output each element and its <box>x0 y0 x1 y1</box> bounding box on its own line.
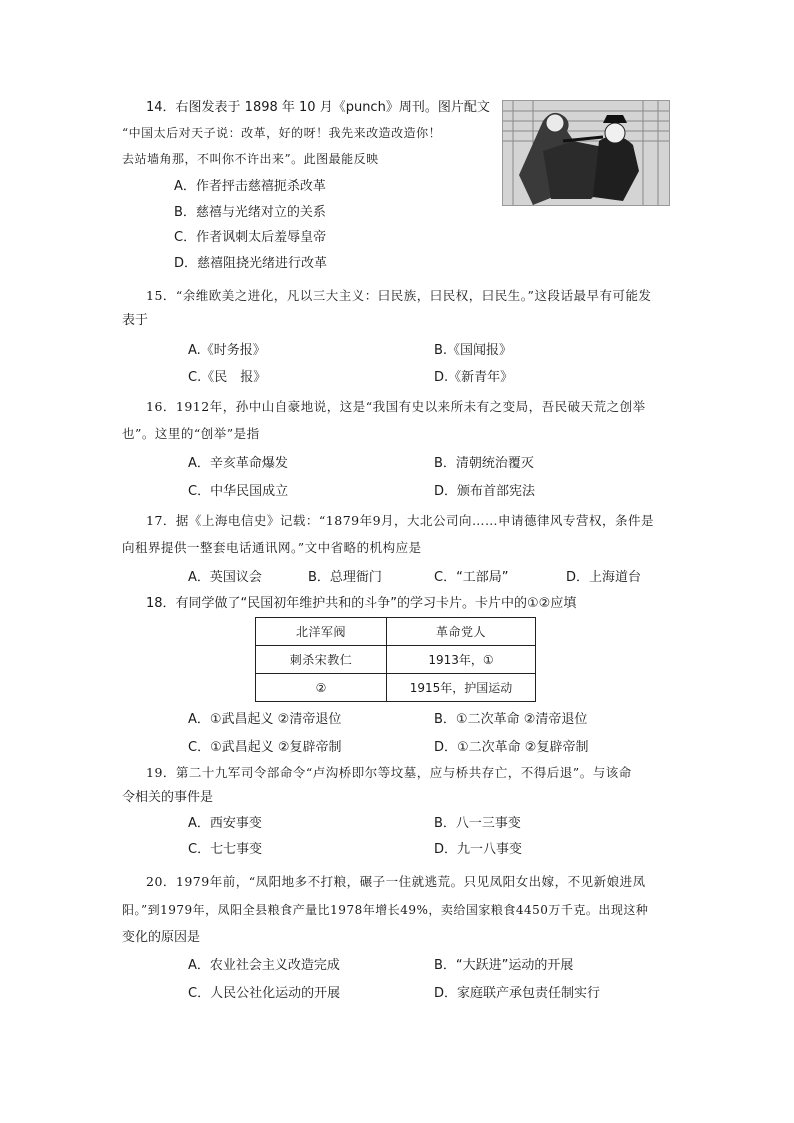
q20-option-c: C．人民公社化运动的开展 <box>188 986 341 1001</box>
q19-stem-line1: 19．第二十九军司令部命令“卢沟桥即尔等坟墓，应与桥共存亡，不得后退”。与该命 <box>146 765 632 780</box>
q17-stem-line1: 17．据《上海电信史》记载：“1879年9月，大北公司向……申请德律风专营权，条件是 <box>146 513 655 528</box>
q14-option-b: B．慈禧与光绪对立的关系 <box>174 205 326 220</box>
q18-stem-line1: 18．有同学做了“民国初年维护共和的斗争”的学习卡片。卡片中的①②应填 <box>146 596 577 611</box>
table-header-warlords: 北洋军阀 <box>256 618 387 646</box>
table-header-revolutionaries: 革命党人 <box>387 618 536 646</box>
q15-option-d: D.《新青年》 <box>434 370 514 385</box>
q17-option-c: C．“工部局” <box>434 570 509 585</box>
q18-option-d: D．①二次革命 ②复辟帝制 <box>434 740 589 755</box>
q20-stem-line3: 变化的原因是 <box>122 930 201 945</box>
q16-option-a: A．辛亥革命爆发 <box>188 456 288 471</box>
q14-stem-line2: “中国太后对天子说：改革，好的呀！我先来改造改造你！ <box>122 126 442 140</box>
q19-stem-line2: 令相关的事件是 <box>122 790 214 805</box>
q14-stem-line1: 14．右图发表于 1898 年 10 月《punch》周刊。图片配文 <box>146 100 490 115</box>
q18-option-b: B．①二次革命 ②清帝退位 <box>434 712 588 727</box>
q16-option-d: D．颁布首部宪法 <box>434 484 536 499</box>
q18-option-c: C．①武昌起义 ②复辟帝制 <box>188 740 342 755</box>
q20-option-d: D．家庭联产承包责任制实行 <box>434 986 601 1001</box>
q17-stem-line2: 向租界提供一整套电话通讯网。”文中省略的机构应是 <box>122 540 422 555</box>
cartoon-illustration <box>502 100 670 206</box>
q18-option-a: A．①武昌起义 ②清帝退位 <box>188 712 342 727</box>
cartoon-drawing <box>503 101 669 205</box>
q20-stem-line1: 20．1979年前，“凤阳地多不打粮，碾子一住就逃荒。只见凤阳女出嫁，不见新娘进凤 <box>146 874 646 889</box>
q17-option-a: A．英国议会 <box>188 570 262 585</box>
q15-option-c: C.《民 报》 <box>188 370 267 385</box>
q20-stem-line2: 阳。”到1979年，凤阳全县粮食产量比1978年增长49%，卖给国家粮食4450万千克。出现这种 <box>122 903 649 917</box>
q15-option-b: B.《国闻报》 <box>434 343 513 358</box>
q14-option-d: D．慈禧阻挠光绪进行改革 <box>174 256 328 271</box>
q15-stem-line2: 表于 <box>122 313 149 328</box>
q14-stem-line3: 去站墙角那，不叫你不许出来”。此图最能反映 <box>122 152 379 166</box>
q16-option-b: B．清朝统治覆灭 <box>434 456 534 471</box>
study-card-table <box>255 617 536 702</box>
q16-option-c: C．中华民国成立 <box>188 484 289 499</box>
q19-option-c: C．七七事变 <box>188 842 263 857</box>
q14-option-a: A．作者抨击慈禧扼杀改革 <box>174 179 326 194</box>
q20-option-b: B．“大跃进”运动的开展 <box>434 958 574 973</box>
table-cell: 1915年，护国运动 <box>387 674 536 702</box>
q15-option-a: A.《时务报》 <box>188 343 266 358</box>
q15-stem-line1: 15．“余维欧美之进化，凡以三大主义：曰民族，曰民权，曰民生。”这段话最早有可能发 <box>146 288 652 303</box>
q16-stem-line2: 也”。这里的“创举”是指 <box>122 426 260 441</box>
q14-option-c: C．作者讽刺太后羞辱皇帝 <box>174 230 327 245</box>
q19-option-b: B．八一三事变 <box>434 816 521 831</box>
q19-option-a: A．西安事变 <box>188 816 262 831</box>
q16-stem-line1: 16．1912年，孙中山自豪地说，这是“我国有史以来所未有之变局，吾民破天荒之创举 <box>146 399 646 414</box>
table-cell: 刺杀宋教仁 <box>256 646 387 674</box>
q17-option-b: B．总理衙门 <box>308 570 382 585</box>
q19-option-d: D．九一八事变 <box>434 842 523 857</box>
table-cell: 1913年，① <box>387 646 536 674</box>
q17-option-d: D．上海道台 <box>566 570 642 585</box>
table-cell: ② <box>256 674 387 702</box>
q20-option-a: A．农业社会主义改造完成 <box>188 958 340 973</box>
